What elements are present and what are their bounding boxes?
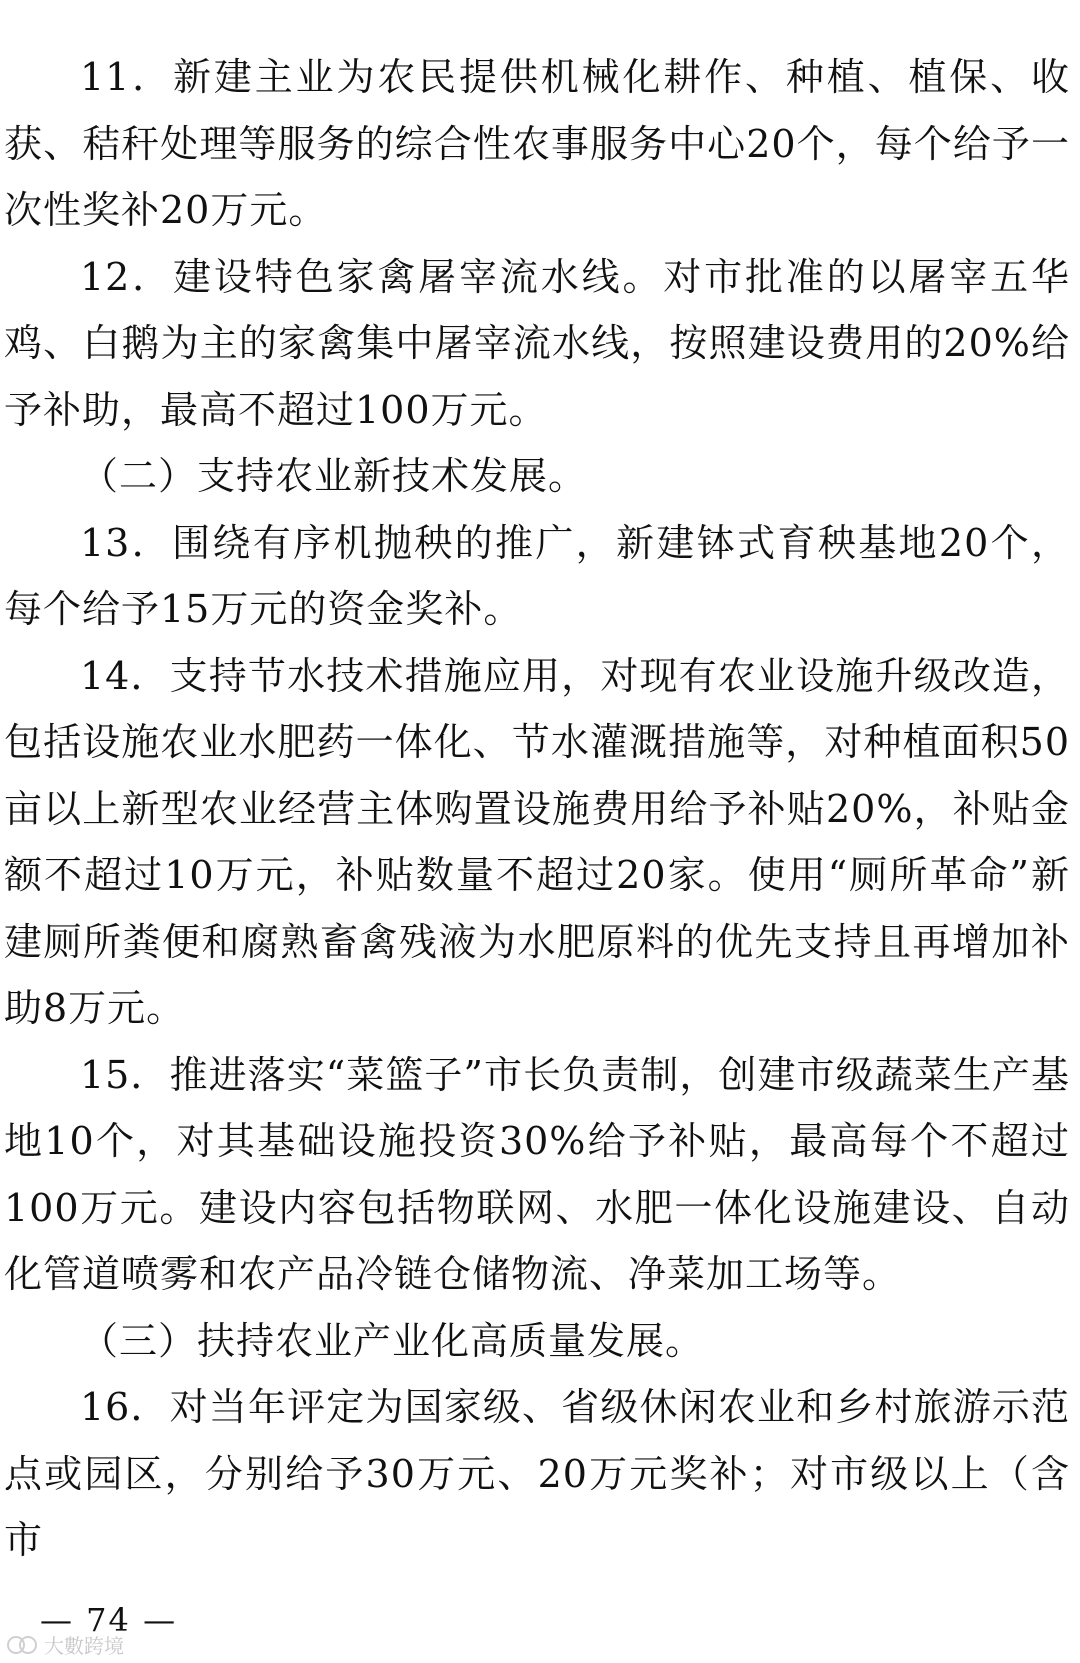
section-heading-3: （三）扶持农业产业化高质量发展。 — [80, 1318, 705, 1363]
watermark-text: 大數跨境 — [44, 1634, 124, 1658]
document-body — [4, 44, 1070, 1574]
paragraph-item-14: 14．支持节水技术措施应用，对现有农业设施升级改造，包括设施农业水肥药一体化、节水灌溉措施等，对种植面积50亩以上新型农业经营主体购置设施费用给予补贴20%，补贴金额不超过10万元，补贴数量不超过20家。使用“厕所革命”新建厕所粪便和腐熟畜禽残液为水肥原料的优先支持且再增加补助8万元。 — [4, 653, 1070, 1030]
paragraph-item-15: 15．推进落实“菜篮子”市长负责制，创建市级蔬菜生产基地10个，对其基础设施投资30%给予补贴，最高每个不超过100万元。建设内容包括物联网、水肥一体化设施建设、自动化管道喷雾和农产品冷链仓储物流、净菜加工场等。 — [4, 1052, 1070, 1296]
section-heading-2: （二）支持农业新技术发展。 — [80, 454, 588, 498]
page-number: — 74 — — [40, 1601, 178, 1639]
paragraph-item-13: 13．围绕有序机抛秧的推广，新建钵式育秧基地20个，每个给予15万元的资金奖补。 — [4, 520, 1070, 631]
watermark — [6, 1630, 124, 1659]
paragraph-item-16: 16．对当年评定为国家级、省级休闲农业和乡村旅游示范点或园区，分别给予30万元、20万元奖补；对市级以上（含市 — [4, 1385, 1070, 1562]
watermark-logo-icon — [6, 1633, 40, 1657]
paragraph-item-12: 12．建设特色家禽屠宰流水线。对市批准的以屠宰五华鸡、白鹅为主的家禽集中屠宰流水线，按照建设费用的20%给予补助，最高不超过100万元。 — [4, 254, 1070, 432]
paragraph-item-11: 11．新建主业为农民提供机械化耕作、种植、植保、收获、秸秆处理等服务的综合性农事服务中心20个，每个给予一次性奖补20万元。 — [4, 55, 1070, 232]
